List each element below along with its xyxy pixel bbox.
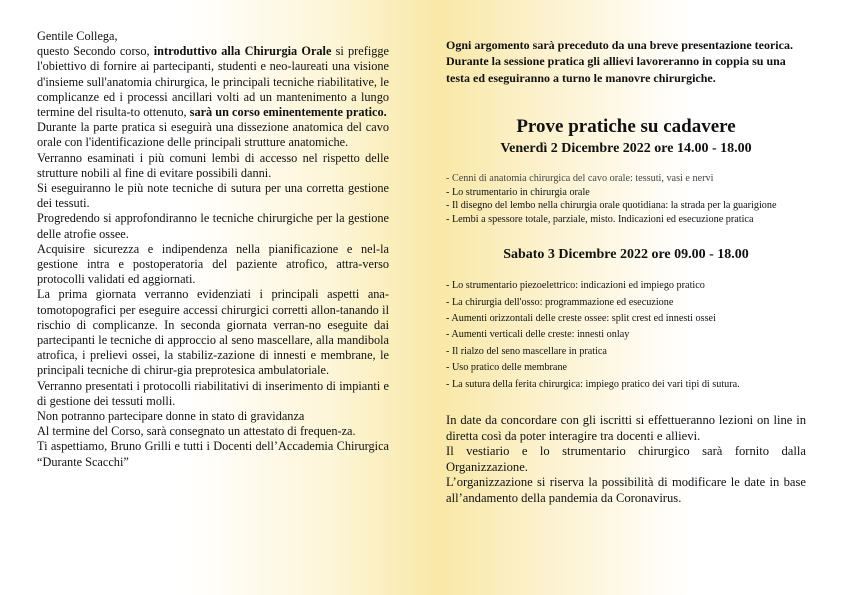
saturday-topics-list bbox=[446, 279, 806, 391]
intro-practice: Durante la sessione pratica gli allievi lavoreranno in coppia su una testa ed eseguiranno a turno le manovre chirurgiche. bbox=[446, 54, 786, 85]
intro-paragraph bbox=[37, 44, 389, 120]
list-item: - La sutura della ferita chirurgica: impiego pratico dei vari tipi di sutura. bbox=[446, 378, 740, 390]
list-item: - Cenni di anatomia chirurgica del cavo orale: tessuti, vasi e nervi bbox=[446, 173, 714, 185]
left-column bbox=[37, 29, 389, 470]
friday-topics-list bbox=[446, 172, 806, 226]
right-column bbox=[446, 37, 806, 507]
intro-theory: Ogni argomento sarà preceduto da una breve presentazione teorica. bbox=[446, 38, 793, 52]
section-title: Prove pratiche su cadavere bbox=[516, 116, 736, 138]
list-item: - Il disegno del lembo nella chirurgia orale quotidiana: la strada per la guarigione bbox=[446, 200, 777, 212]
list-item: - Aumenti verticali delle creste: innesti onlay bbox=[446, 329, 630, 341]
course-type-highlight: introduttivo alla Chirurgia Orale bbox=[153, 44, 332, 59]
signature-paragraph: Ti aspettiamo, Bruno Grilli e tutti i Docenti dell’Accademia Chirurgica “Durante Scacchi” bbox=[37, 439, 389, 469]
list-item: - Uso pratico delle membrane bbox=[446, 362, 568, 374]
intro-text-continued: si prefigge l'obiettivo di fornire ai partecipanti, studenti e neo-laureati una visione d'insieme sull'anatomia chirurgica, le principali tecniche riabilitative, le complicanze ed i processi ancillari volti ad un mantenimento a lungo termine del risulta-to ottenuto, bbox=[37, 44, 389, 120]
paragraph-sutures: Si eseguiranno le più note tecniche di sutura per una corretta gestione dei tessuti. bbox=[37, 181, 389, 211]
paragraph-certificate: Al termine del Corso, sarà consegnato un attestato di frequen-za. bbox=[37, 424, 356, 439]
paragraph-implants: Verranno presentati i protocolli riabilitativi di inserimento di impianti e di gestione dei tessuti molli. bbox=[37, 378, 389, 408]
closing-notes bbox=[446, 413, 806, 507]
practical-course-highlight: sarà un corso eminentemente pratico. bbox=[189, 105, 387, 120]
paragraph-dissection: Durante la parte pratica si eseguirà una dissezione anatomica del cavo orale con l'identificazione delle principali strutture anatomiche. bbox=[37, 120, 389, 150]
list-item: - La chirurgia dell'osso: programmazione ed esecuzione bbox=[446, 296, 674, 308]
saturday-session-date: Sabato 3 Dicembre 2022 ore 09.00 - 18.00 bbox=[503, 247, 749, 263]
paragraph-flaps: Verranno esaminati i più comuni lembi di accesso nel rispetto delle strutture nobili al fine di evitare possibili danni. bbox=[37, 150, 389, 180]
list-item: - Lo strumentario in chirurgia orale bbox=[446, 186, 590, 198]
paragraph-atrophy: Progredendo si approfondiranno le tecniche chirurgiche per la gestione delle atrofie ossee. bbox=[37, 211, 389, 241]
paragraph-planning: Acquisire sicurezza e indipendenza nella pianificazione e nel-la gestione intra e postoperatoria del paziente atrofico, attra-verso protocolli validati ed aggiornati. bbox=[37, 241, 389, 287]
intro-text: questo Secondo corso, bbox=[37, 44, 154, 59]
paragraph-schedule: La prima giornata verranno evidenziati i principali aspetti ana-tomotopografici per eseguire accessi chirurgici corretti allon-tanando il rischio di complicanze. In seconda giornata verran-no eseguite dai partecipanti le tecniche di approccio al seno mascellare, alla mandibola atrofica, i prelievi ossei, la stabiliz-zazione di innesti e membrane, le principali tecniche di chirur-gia preprotesica ambulatoriale. bbox=[37, 287, 389, 378]
paragraph-pregnancy-note: Non potranno partecipare donne in stato di gravidanza bbox=[37, 409, 305, 424]
greeting: Gentile Collega, bbox=[37, 29, 118, 43]
list-item: - Aumenti orizzontali delle creste ossee: split crest ed innesti ossei bbox=[446, 313, 716, 324]
date-change-note: L’organizzazione si riserva la possibilità di modificare le date in base all’andamento della pandemia da Coronavirus. bbox=[446, 475, 806, 506]
equipment-note: Il vestiario e lo strumentario chirurgico sarà fornito dalla Organizzazione. bbox=[446, 444, 806, 474]
friday-session-date: Venerdì 2 Dicembre 2022 ore 14.00 - 18.00 bbox=[500, 141, 752, 157]
list-item: - Lembi a spessore totale, parziale, misto. Indicazioni ed esecuzione pratica bbox=[446, 213, 754, 225]
list-item: - Il rialzo del seno mascellare in pratica bbox=[446, 345, 607, 357]
list-item: - Lo strumentario piezoelettrico: indicazioni ed impiego pratico bbox=[446, 280, 705, 292]
online-lessons-note: In date da concordare con gli iscritti si effettueranno lezioni on line in diretta così da poter interagire tra docenti e allievi. bbox=[446, 413, 806, 443]
